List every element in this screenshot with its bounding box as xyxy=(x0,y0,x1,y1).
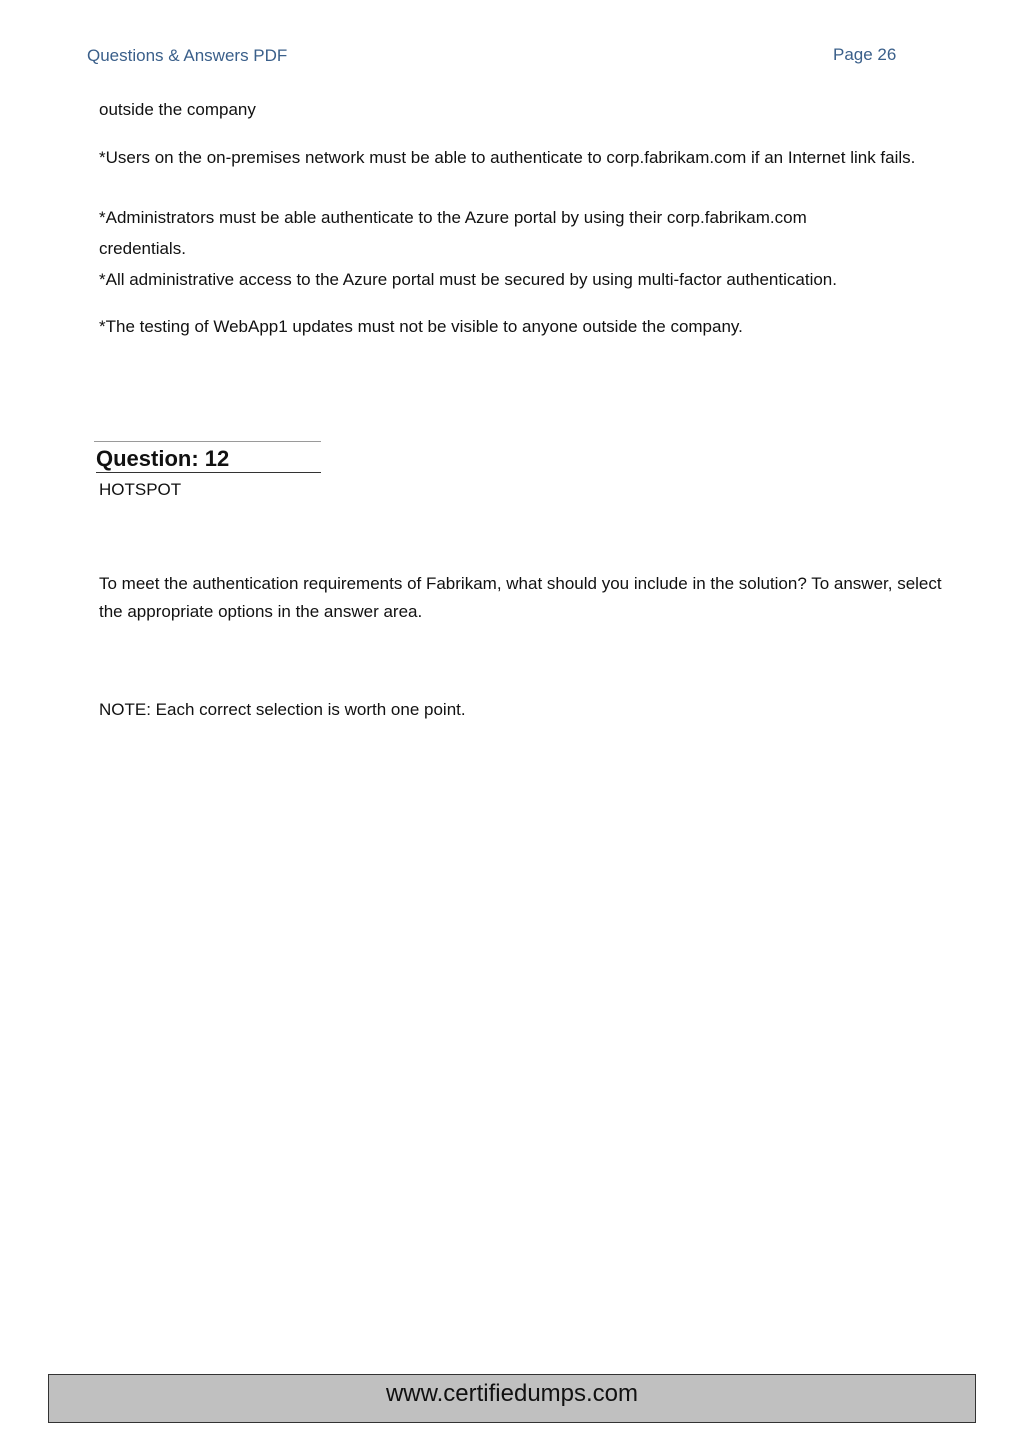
header-title: Questions & Answers PDF xyxy=(87,46,288,65)
footer-bar xyxy=(48,1374,976,1423)
page-number: Page 26 xyxy=(833,45,897,64)
requirement-item: *The testing of WebApp1 updates must not be visible to anyone outside the company. xyxy=(99,317,743,336)
requirement-item: *Users on the on-premises network must be able to authenticate to corp.fabrikam.com if an Internet link fails. xyxy=(99,148,916,167)
question-prompt: To meet the authentication requirements of Fabrikam, what should you include in the solution? To answer, select the appropriate options in the answer area. xyxy=(99,574,942,621)
requirement-item: credentials. xyxy=(99,239,186,258)
question-type: HOTSPOT xyxy=(99,480,182,499)
requirement-item: *Administrators must be able authenticate to the Azure portal by using their corp.fabrikam.com xyxy=(99,208,807,227)
footer-website: www.certifiedumps.com xyxy=(385,1380,639,1407)
requirement-item: *All administrative access to the Azure portal must be secured by using multi-factor authentication. xyxy=(99,270,837,289)
question-note: NOTE: Each correct selection is worth one point. xyxy=(99,700,466,719)
continuation-text: outside the company xyxy=(99,100,256,119)
question-divider xyxy=(94,441,321,442)
question-title: Question: 12 xyxy=(96,446,321,473)
